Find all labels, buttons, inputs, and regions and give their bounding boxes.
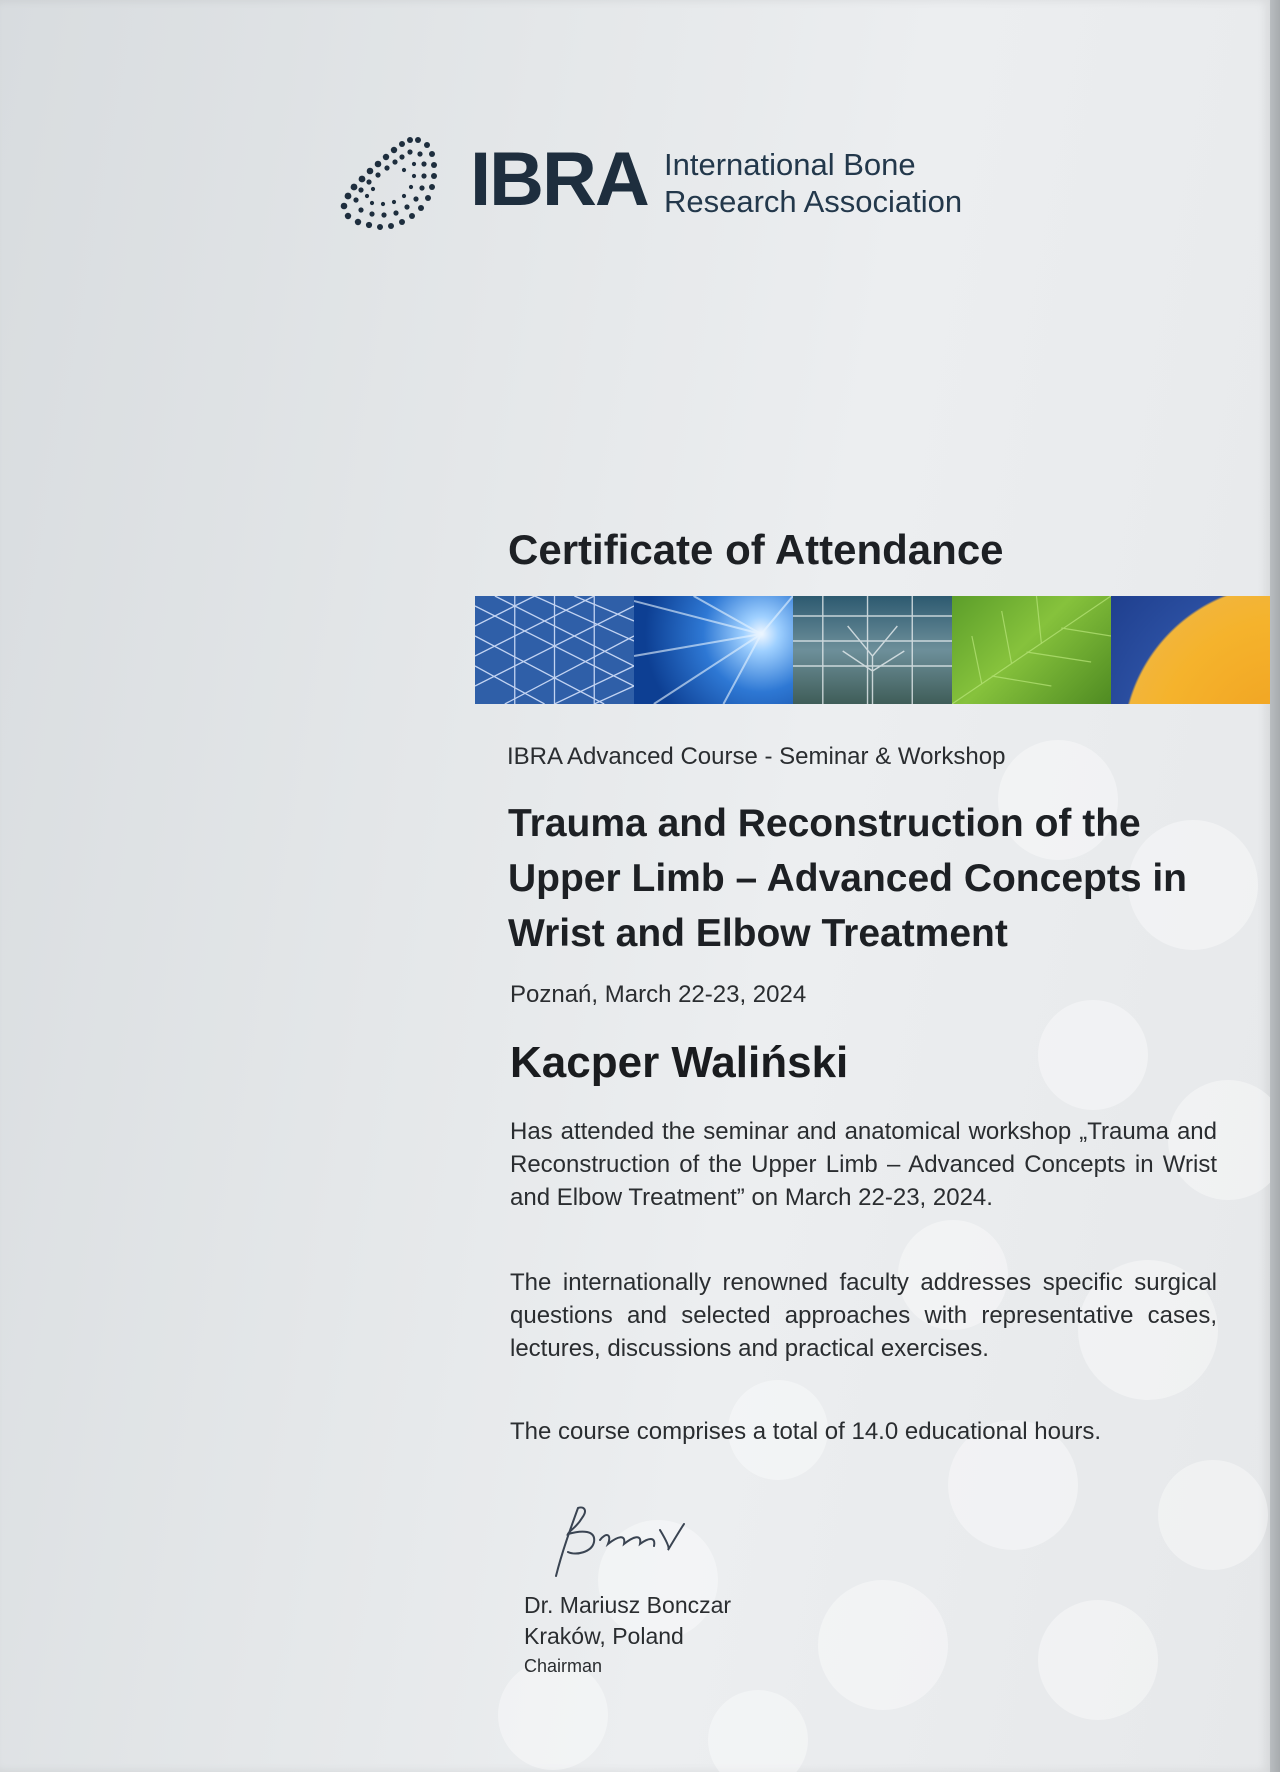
course-subtitle: IBRA Advanced Course - Seminar & Workshop bbox=[507, 743, 1006, 770]
green-leaf-image bbox=[952, 596, 1111, 704]
hours-paragraph: The course comprises a total of 14.0 educational hours. bbox=[510, 1418, 1101, 1445]
ibra-dotted-mark-icon bbox=[336, 130, 444, 238]
certificate-title: Certificate of Attendance bbox=[508, 526, 1004, 573]
image-strip bbox=[475, 596, 1270, 704]
faculty-paragraph: The internationally renowned faculty addresses specific surgical questions and selected approaches with representative cases, lectures, discussions and practical exercises. bbox=[510, 1269, 1217, 1362]
org-acronym: IBRA bbox=[470, 137, 648, 222]
signatory-role: Chairman bbox=[524, 1656, 603, 1676]
page-edge bbox=[1270, 0, 1280, 1772]
geodesic-dome-image bbox=[475, 596, 634, 704]
orange-dome-image bbox=[1111, 596, 1270, 704]
ibra-logo bbox=[336, 130, 996, 240]
place-and-date: Poznań, March 22-23, 2024 bbox=[510, 981, 807, 1008]
org-name-line2: Research Association bbox=[664, 184, 963, 219]
handwritten-signature bbox=[548, 1500, 718, 1580]
org-name-line1: International Bone bbox=[664, 147, 916, 182]
light-burst-image bbox=[634, 596, 793, 704]
attendance-paragraph: Has attended the seminar and anatomical workshop „Trauma and Reconstruction of the Upper Limb – Advanced Concepts in Wrist and Elbow Treatment” on March 22-23, 2024. bbox=[510, 1118, 1217, 1211]
signatory-city: Kraków, Poland bbox=[524, 1623, 684, 1649]
signatory-name: Dr. Mariusz Bonczar bbox=[524, 1592, 732, 1618]
course-title: Trauma and Reconstruction of the Upper Limb – Advanced Concepts in Wrist and Elbow Treatment bbox=[508, 802, 1187, 955]
attendee-name: Kacper Waliński bbox=[510, 1038, 849, 1087]
tree-atrium-image bbox=[793, 596, 952, 704]
org-full-name bbox=[664, 146, 962, 220]
